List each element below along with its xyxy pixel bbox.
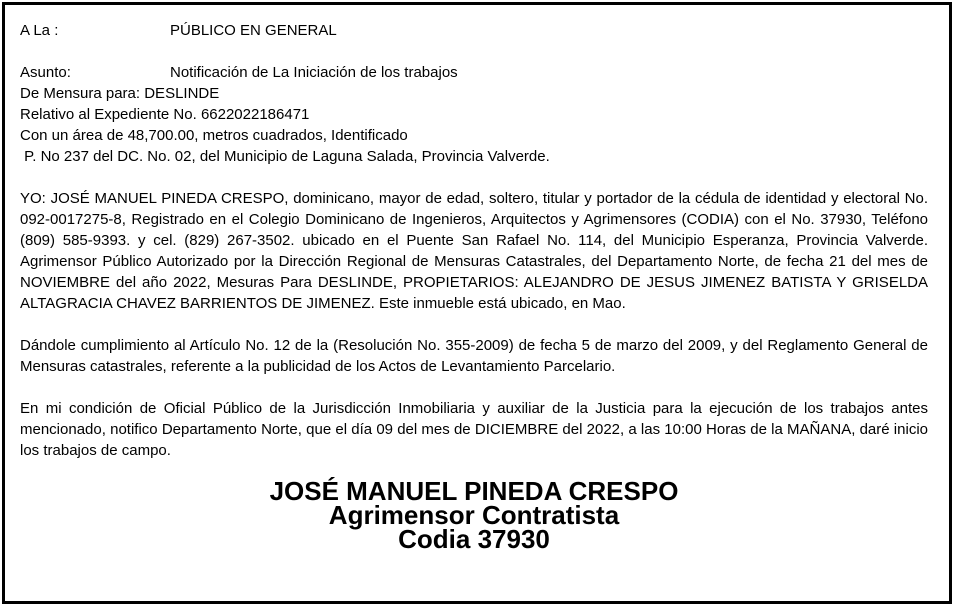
spacer — [20, 41, 928, 62]
recipient-label: A La : — [20, 22, 59, 39]
spacer — [20, 167, 928, 188]
subject-line — [20, 62, 928, 83]
notice-content — [20, 20, 928, 554]
signature-codia: Codia 37930 — [398, 524, 550, 554]
notice-frame — [2, 2, 952, 604]
signature-title: Agrimensor Contratista — [328, 500, 620, 530]
recipient-value: PÚBLICO EN GENERAL — [170, 22, 337, 39]
parcel-line: P. No 237 del DC. No. 02, del Municipio de Laguna Salada, Provincia Valverde. — [20, 148, 550, 165]
spacer — [20, 314, 928, 335]
paragraph-notification: En mi condición de Oficial Público de la Jurisdicción Inmobiliaria y auxiliar de la Justicia para la ejecución de los trabajos antes mencionado, notifico Departamento Norte, que el día 09 del mes de DICIEMBRE del 2022, a las 10:00 Horas de la MAÑANA, daré inicio los trabajos de campo. — [20, 400, 928, 459]
signature-block — [20, 476, 928, 554]
subject-label: Asunto: — [20, 64, 71, 81]
subject-value: Notificación de La Iniciación de los trabajos — [170, 64, 458, 81]
file-number-line: Relativo al Expediente No. 6622022186471 — [20, 106, 310, 123]
recipient-line — [20, 20, 928, 41]
paragraph-identity: YO: JOSÉ MANUEL PINEDA CRESPO, dominicano, mayor de edad, soltero, titular y portador de la cédula de identidad y electoral No. 092-0017275-8, Registrado en el Colegio Dominicano de Ingenieros, Arquitectos y Agrimensores (CODIA) con el No. 37930, Teléfono (809) 585-9393. y cel. (829) 267-3502. ubicado en el Puente San Rafael No. 114, del Municipio Esperanza, Provincia Valverde. Agrimensor Público Autorizado por la Dirección Regional de Mensuras Catastrales, del Departamento Norte, de fecha 21 del mes de NOVIEMBRE del año 2022, Mesuras Para DESLINDE, PROPIETARIOS: ALEJANDRO DE JESUS JIMENEZ BATISTA Y GRISELDA ALTAGRACIA CHAVEZ BARRIENTOS DE JIMENEZ. Este inmueble está ubicado, en Mao. — [20, 190, 928, 312]
spacer — [20, 377, 928, 398]
area-line: Con un área de 48,700.00, metros cuadrados, Identificado — [20, 127, 408, 144]
survey-type-line: De Mensura para: DESLINDE — [20, 85, 220, 102]
paragraph-compliance: Dándole cumplimiento al Artículo No. 12 de la (Resolución No. 355-2009) de fecha 5 de marzo del 2009, y del Reglamento General de Mensuras catastrales, referente a la publicidad de los Actos de Levantamiento Parcelario. — [20, 337, 928, 375]
signature-name: JOSÉ MANUEL PINEDA CRESPO — [269, 476, 679, 506]
